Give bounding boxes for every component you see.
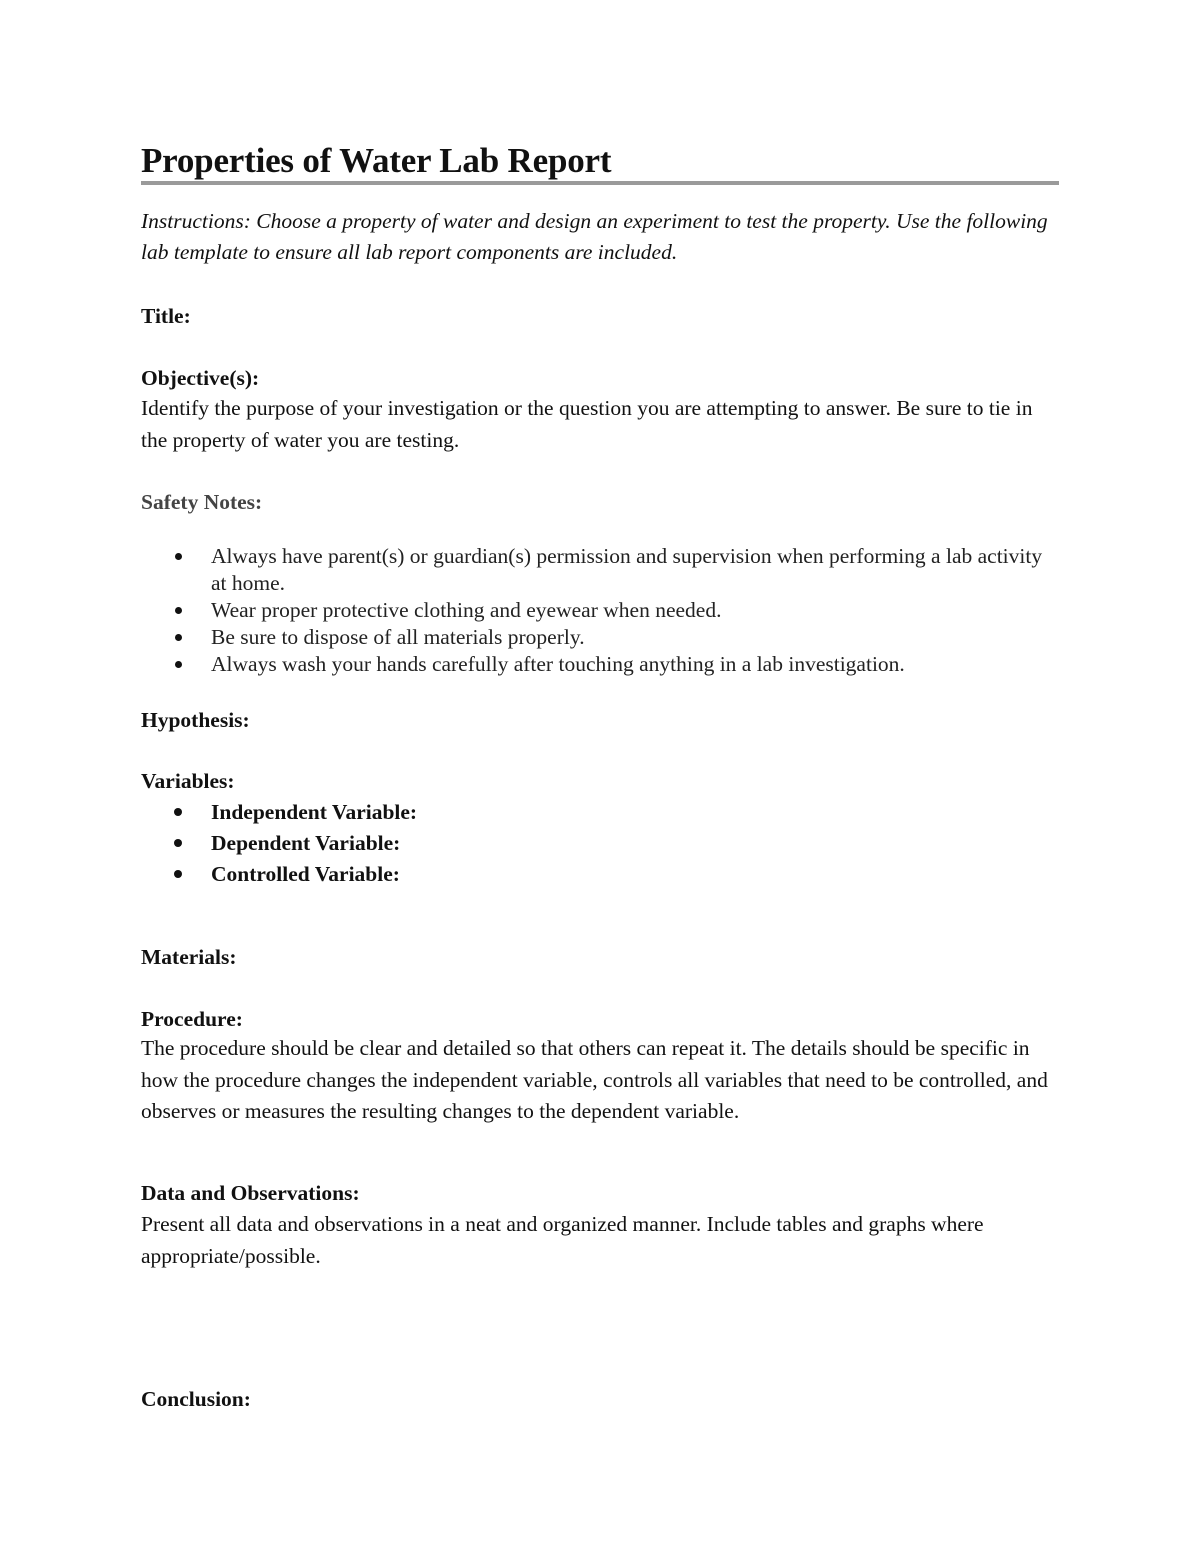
materials-heading: Materials: — [141, 945, 237, 969]
objectives-heading: Objective(s): — [141, 366, 260, 390]
document-title: Properties of Water Lab Report — [141, 141, 612, 180]
bullet-icon — [174, 870, 182, 878]
procedure-heading: Procedure: — [141, 1007, 243, 1031]
variable-item-text: Controlled Variable: — [211, 862, 400, 886]
list-item — [141, 624, 1059, 651]
hypothesis-heading: Hypothesis: — [141, 708, 250, 732]
variables-list — [141, 797, 1059, 890]
safety-item-text: Always wash your hands carefully after touching anything in a lab investigation. — [211, 652, 905, 676]
list-item — [141, 828, 1059, 859]
variables-heading: Variables: — [141, 769, 235, 793]
bullet-icon — [175, 634, 182, 641]
safety-item-text: Be sure to dispose of all materials properly. — [211, 625, 585, 649]
instructions-text: Instructions: Choose a property of water and design an experiment to test the property. Use the following lab template to ensure all lab report components are included. — [141, 209, 1048, 264]
bullet-icon — [175, 661, 182, 668]
conclusion-heading: Conclusion: — [141, 1387, 251, 1411]
list-item — [141, 651, 1059, 678]
data-text: Present all data and observations in a neat and organized manner. Include tables and graphs where appropriate/possible. — [141, 1212, 984, 1268]
data-heading: Data and Observations: — [141, 1181, 360, 1205]
list-item — [141, 543, 1059, 597]
variable-item-text: Dependent Variable: — [211, 831, 401, 855]
title-label: Title: — [141, 304, 191, 328]
safety-list — [141, 543, 1059, 678]
bullet-icon — [174, 839, 182, 847]
bullet-icon — [175, 553, 182, 560]
procedure-text: The procedure should be clear and detailed so that others can repeat it. The details should be specific in how the procedure changes the independent variable, controls all variables that need to be controlled, and observes or measures the resulting changes to the dependent variable. — [141, 1036, 1048, 1123]
objectives-text: Identify the purpose of your investigation or the question you are attempting to answer. Be sure to tie in the property of water you are testing. — [141, 396, 1033, 452]
safety-heading: Safety Notes: — [141, 490, 263, 514]
safety-item-text: Wear proper protective clothing and eyewear when needed. — [211, 598, 722, 622]
title-underline — [141, 181, 1059, 185]
list-item — [141, 859, 1059, 890]
bullet-icon — [174, 808, 182, 816]
safety-item-text: Always have parent(s) or guardian(s) permission and supervision when performing a lab activity at home. — [211, 544, 1043, 595]
bullet-icon — [175, 607, 182, 614]
list-item — [141, 597, 1059, 624]
list-item — [141, 797, 1059, 828]
variable-item-text: Independent Variable: — [211, 800, 418, 824]
